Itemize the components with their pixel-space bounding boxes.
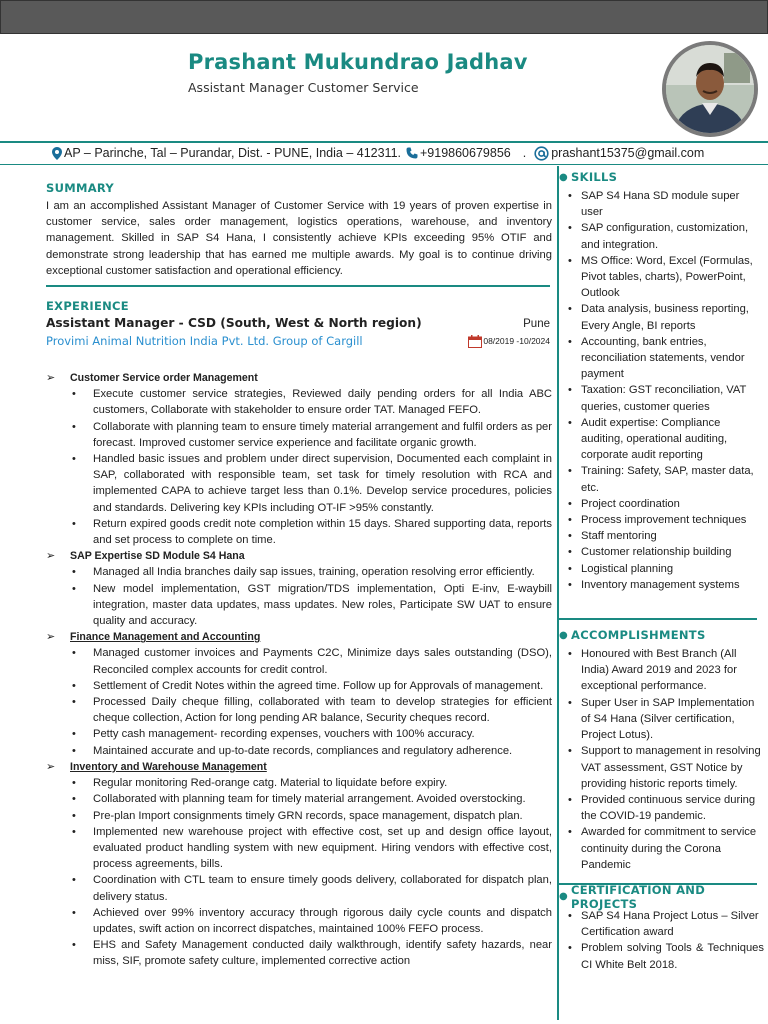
arrow-bullet-icon: ➢ [46, 760, 56, 773]
bullet-item: • Collaborate with planning team to ensure timely material arrangement and fulfil orders as per forecast. Improved customer service experience and facilitate organic growth. [46, 419, 552, 451]
map-pin-icon [52, 147, 62, 160]
section-dot-icon: ● [559, 629, 569, 641]
bullet-item: • Settlement of Credit Notes within the agreed time. Follow up for Approvals of management. [46, 678, 552, 694]
experience-group [46, 370, 552, 548]
certifications-heading: CERTIFICATION AND PROJECTS [571, 882, 706, 911]
at-sign-icon [534, 146, 549, 161]
accomplishments-section [559, 627, 764, 873]
certifications-heading-row [559, 882, 764, 911]
skills-heading: SKILLS [571, 170, 618, 184]
skill-item: • Taxation: GST reconciliation, VAT queries, customer queries [559, 382, 764, 414]
profile-photo [662, 41, 758, 137]
skills-list [559, 188, 764, 593]
certifications-list [559, 908, 764, 973]
group-bullets [46, 386, 552, 548]
section-dot-icon: ● [559, 891, 569, 903]
skill-item: • Process improvement techniques [559, 512, 764, 528]
skill-item: • SAP configuration, customization, and integration. [559, 220, 764, 252]
accomplishment-item: • Awarded for commitment to service continuity during the Corona Pandemic [559, 824, 764, 873]
bullet-item: • Petty cash management- recording expenses, vouchers with 100% accuracy. [46, 726, 552, 742]
contact-phone[interactable]: +919860679856 [420, 146, 511, 160]
bullet-item: • Execute customer service strategies, Reviewed daily pending orders for all India ABC customers, Collaborate with stakeholder to ensure order TAT. Managed FEFO. [46, 386, 552, 418]
accomplishment-item: • Support to management in resolving VAT assessment, GST Notice by providing historic reports timely. [559, 743, 764, 792]
experience-group [46, 629, 552, 759]
skill-item: • SAP S4 Hana SD module super user [559, 188, 764, 220]
skills-section [559, 169, 764, 593]
bullet-item: • Managed customer invoices and Payments C2C, Minimize days sales outstanding (DSO), Reconciled complex accounts for credit control. [46, 645, 552, 677]
bullet-item: • EHS and Safety Management conducted daily walkthrough, identify safety hazards, near miss, SIF, promote safety culture, implemented corrective action [46, 937, 552, 969]
group-heading: Finance Management and Accounting [70, 631, 261, 644]
skill-item: • Training: Safety, SAP, master data, etc. [559, 463, 764, 495]
bullet-item: • Regular monitoring Red-orange catg. Material to liquidate before expiry. [46, 775, 552, 791]
skill-item: • Logistical planning [559, 561, 764, 577]
contact-email[interactable]: prashant15375@gmail.com [551, 146, 705, 160]
arrow-bullet-icon: ➢ [46, 372, 56, 385]
top-banner [0, 0, 768, 34]
accomplishment-item: • Provided continuous service during the COVID-19 pandemic. [559, 792, 764, 824]
accomplishments-list [559, 646, 764, 873]
bullet-item: • Implemented new warehouse project with effective cost, set up and design office layout, evaluated product handling system with new equipment. Hiring vendors with effective cost, process agreements, bills. [46, 824, 552, 873]
summary-text: I am an accomplished Assistant Manager of Customer Service with 19 years of proven expertise in customer service, sales order management, logistics operations, warehouse, and inventory management. Skilled in SAP S4 Hana, I consistently achieve KPIs exceeding 95% OTIF and demonstrate strong leadership that has earned me multiple awards. My goal is to continue driving exceptional customer satisfaction and operational efficiency. [46, 200, 552, 277]
accomplishments-heading-row [559, 627, 764, 643]
group-heading-row [46, 370, 552, 386]
experience-dates: 08/2019 -10/2024 [483, 336, 550, 347]
bullet-item: • Processed Daily cheque filling, collaborated with team to develop strategies for efficient cheque collection, Action for long pending AR balance, Security cheques record. [46, 694, 552, 726]
group-heading: Inventory and Warehouse Management [70, 760, 267, 773]
contact-bar [52, 144, 704, 162]
candidate-title: Assistant Manager Customer Service [188, 80, 419, 95]
group-bullets [46, 645, 552, 758]
bullet-item: • Managed all India branches daily sap issues, training, operation resolving error efficiently. [46, 564, 552, 580]
group-heading: SAP Expertise SD Module S4 Hana [70, 550, 245, 563]
skills-heading-row [559, 169, 764, 185]
experience-heading: EXPERIENCE [46, 299, 129, 314]
group-heading-row [46, 629, 552, 645]
bullet-item: • Pre-plan Import consignments timely GRN records, space management, dispatch plan. [46, 808, 552, 824]
profile-photo-image [666, 45, 754, 133]
group-heading: Customer Service order Management [70, 372, 258, 385]
arrow-bullet-icon: ➢ [46, 550, 56, 563]
experience-company-row [46, 334, 552, 348]
section-dot-icon: ● [559, 171, 569, 183]
contact-separator: . [522, 146, 527, 160]
candidate-name: Prashant Mukundrao Jadhav [188, 50, 528, 74]
skill-item: • Inventory management systems [559, 577, 764, 593]
experience-groups [46, 370, 552, 970]
skill-item: • Staff mentoring [559, 528, 764, 544]
certification-item: • Problem solving Tools & Techniques CI White Belt 2018. [559, 940, 764, 972]
experience-group [46, 759, 552, 970]
main-column [46, 181, 552, 970]
group-bullets [46, 564, 552, 629]
experience-group [46, 548, 552, 629]
group-heading-row [46, 759, 552, 775]
side-column [559, 169, 764, 973]
experience-company: Provimi Animal Nutrition India Pvt. Ltd. Group of Cargill [46, 334, 363, 349]
arrow-bullet-icon: ➢ [46, 631, 56, 644]
accomplishment-item: • Honoured with Best Branch (All India) Award 2019 and 2023 for exceptional performance. [559, 646, 764, 695]
skill-item: • MS Office: Word, Excel (Formulas, Pivot tables, charts), PowerPoint, Outlook [559, 253, 764, 302]
calendar-icon [468, 335, 482, 348]
summary-rule [46, 285, 550, 287]
group-heading-row [46, 548, 552, 564]
experience-role-row [46, 316, 552, 330]
bullet-item: • Handled basic issues and problem under direct supervision, Documented each complaint in SAP, collaborated with responsible team, set task for timely resolution with RCA and implemented CAPA to achieve target less than 0.1%. Develop service procedures, policies and standards. Delivering key KPIs including OT-IF >95% constantly. [46, 451, 552, 516]
accomplishment-item: • Super User in SAP Implementation of S4 Hana (Silver certification, Project Lotus). [559, 695, 764, 744]
accomplishments-heading: ACCOMPLISHMENTS [571, 628, 706, 643]
skill-item: • Customer relationship building [559, 544, 764, 560]
contact-rule-top [0, 141, 768, 143]
group-bullets [46, 775, 552, 969]
phone-icon [406, 147, 418, 159]
certification-item: • SAP S4 Hana Project Lotus – Silver Certification award [559, 908, 764, 940]
skill-item: • Project coordination [559, 496, 764, 512]
certifications-section [559, 882, 764, 973]
bullet-item: • New model implementation, GST migration/TDS implementation, Opti E-inv, E-waybill integration, master data updates, mass updates. New roles, Participate SW UAT to ensure quality and accuracy. [46, 581, 552, 630]
experience-location: Pune [523, 318, 550, 331]
contact-rule-bottom [0, 164, 768, 165]
bullet-item: • Coordination with CTL team to ensure timely goods delivery, collaborated for dispatch plan, delivery status. [46, 872, 552, 904]
bullet-item: • Maintained accurate and up-to-date records, compliances and regulatory adherence. [46, 743, 552, 759]
bullet-item: • Collaborated with planning team for timely material arrangement. Avoided overstocking. [46, 791, 552, 807]
bullet-item: • Achieved over 99% inventory accuracy through rigorous daily cycle counts and dispatch updates, swift action on incorrect dispatches, maintained 100% FEFO process. [46, 905, 552, 937]
skill-item: • Accounting, bank entries, reconciliation statements, vendor payment [559, 334, 764, 383]
experience-role: Assistant Manager - CSD (South, West & North region) [46, 316, 422, 331]
skill-item: • Audit expertise: Compliance auditing, operational auditing, corporate audit reporting [559, 415, 764, 464]
accomplishments-rule [559, 618, 757, 620]
contact-address: AP – Parinche, Tal – Purandar, Dist. - PUNE, India – 412311. [64, 146, 401, 160]
experience-dates-wrap [468, 335, 552, 348]
summary-heading: SUMMARY [46, 181, 115, 195]
skill-item: • Data analysis, business reporting, Every Angle, BI reports [559, 301, 764, 333]
bullet-item: • Return expired goods credit note completion within 15 days. Shared supporting data, reports and set process to complete on time. [46, 516, 552, 548]
